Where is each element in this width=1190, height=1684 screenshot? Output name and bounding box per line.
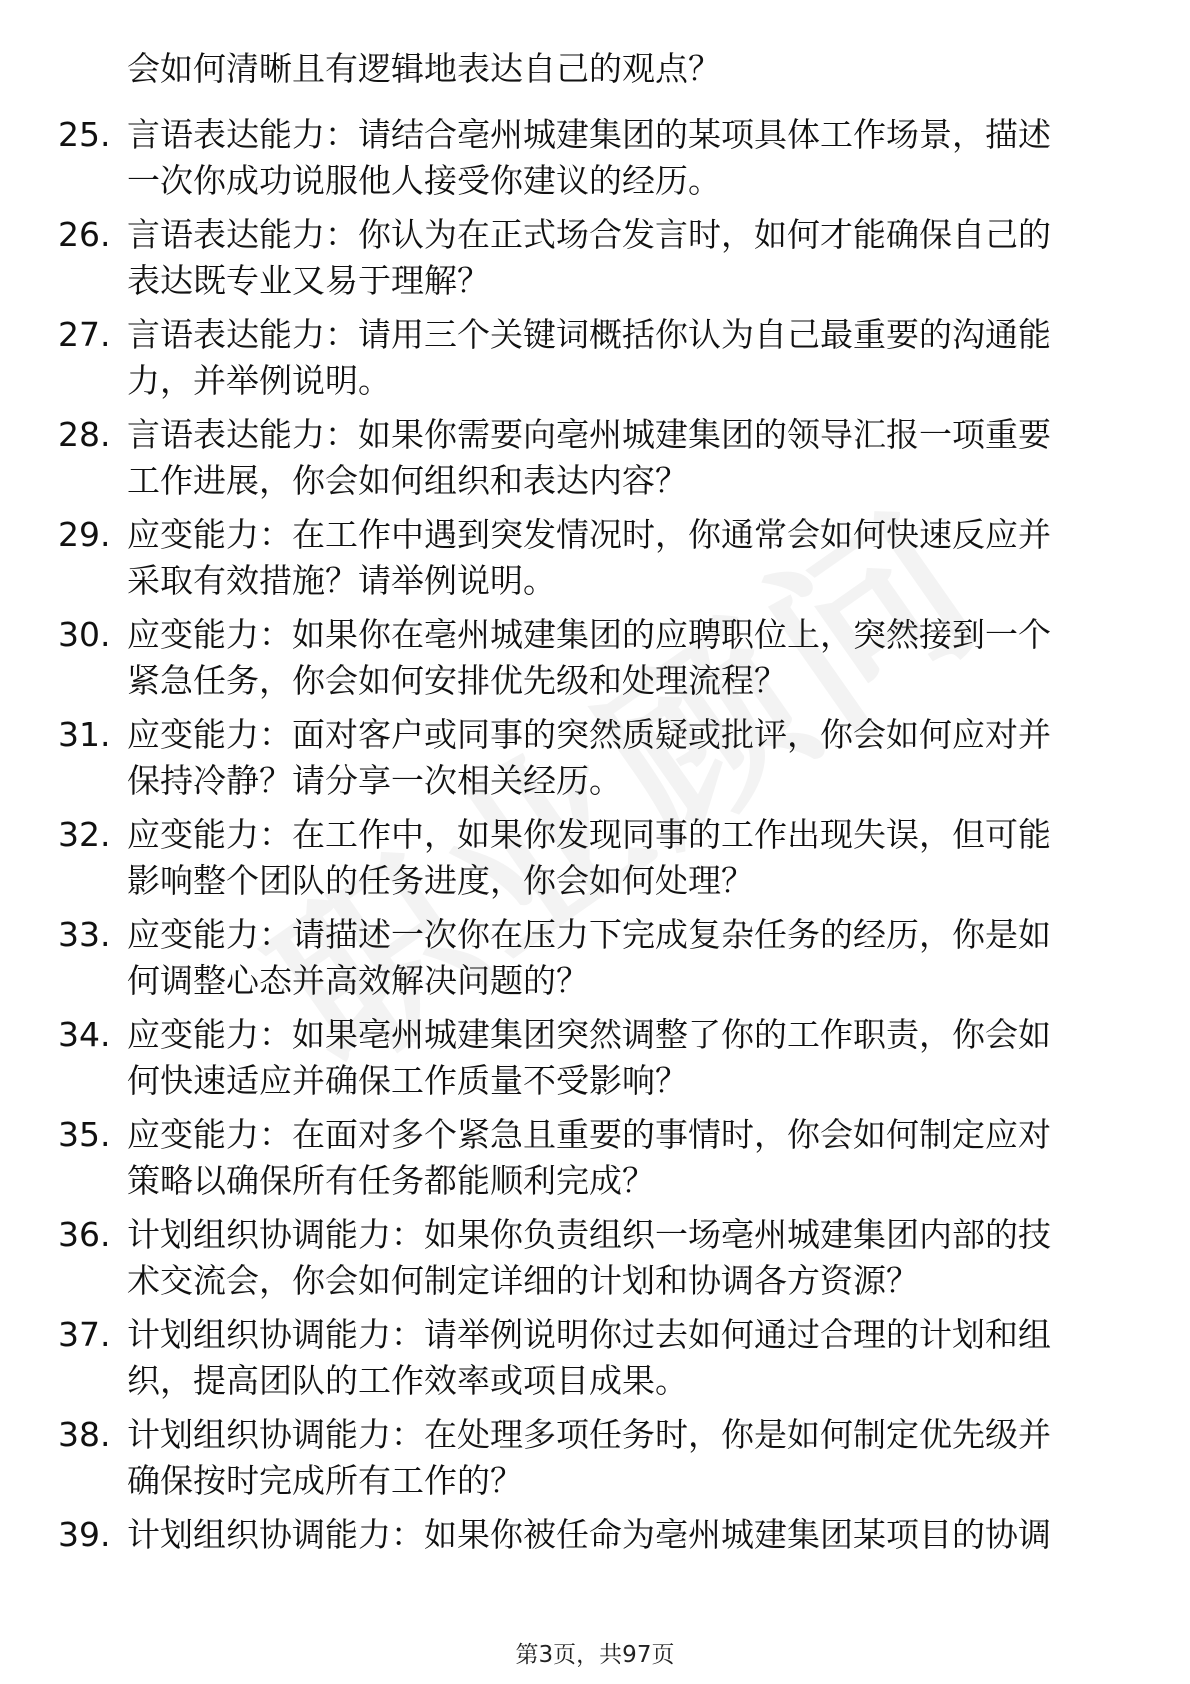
question-text: 言语表达能力：请用三个关键词概括你认为自己最重要的沟通能 力，并举例说明。 xyxy=(127,315,1051,400)
continued-question-text: 会如何清晰且有逻辑地表达自己的观点？ xyxy=(127,49,721,88)
question-number: 32. xyxy=(58,815,111,854)
question-number: 29. xyxy=(58,515,111,554)
question-number: 33. xyxy=(58,915,111,954)
question-text: 应变能力：在面对多个紧急且重要的事情时，你会如何制定应对 策略以确保所有任务都能顺利完成？ xyxy=(127,1115,1051,1200)
question-list xyxy=(0,112,1190,1612)
question-number: 25. xyxy=(58,115,111,154)
question-text: 应变能力：如果你在亳州城建集团的应聘职位上，突然接到一个 紧急任务，你会如何安排优先级和处理流程？ xyxy=(127,615,1051,700)
question-text: 言语表达能力：请结合亳州城建集团的某项具体工作场景，描述 一次你成功说服他人接受你建议的经历。 xyxy=(127,115,1051,200)
question-text: 应变能力：在工作中遇到突发情况时，你通常会如何快速反应并 采取有效措施？请举例说明。 xyxy=(127,515,1051,600)
question-item xyxy=(0,1412,1190,1512)
question-text: 言语表达能力：如果你需要向亳州城建集团的领导汇报一项重要 工作进展，你会如何组织和表达内容？ xyxy=(127,415,1051,500)
question-item xyxy=(0,1512,1190,1612)
question-number: 35. xyxy=(58,1115,111,1154)
question-item xyxy=(0,412,1190,512)
question-item xyxy=(0,912,1190,1012)
question-item xyxy=(0,1312,1190,1412)
question-number: 28. xyxy=(58,415,111,454)
question-number: 39. xyxy=(58,1515,111,1554)
question-item xyxy=(0,112,1190,212)
question-item xyxy=(0,1112,1190,1212)
question-item xyxy=(0,712,1190,812)
question-text: 计划组织协调能力：在处理多项任务时，你是如何制定优先级并 确保按时完成所有工作的？ xyxy=(127,1415,1051,1500)
question-item xyxy=(0,1212,1190,1312)
question-item xyxy=(0,612,1190,712)
question-number: 26. xyxy=(58,215,111,254)
question-number: 38. xyxy=(58,1415,111,1454)
question-number: 27. xyxy=(58,315,111,354)
question-item xyxy=(0,812,1190,912)
question-item xyxy=(0,512,1190,612)
question-item xyxy=(0,212,1190,312)
question-text: 计划组织协调能力：请举例说明你过去如何通过合理的计划和组 织，提高团队的工作效率或项目成果。 xyxy=(127,1315,1051,1400)
question-text: 计划组织协调能力：如果你负责组织一场亳州城建集团内部的技 术交流会，你会如何制定详细的计划和协调各方资源？ xyxy=(127,1215,1051,1300)
question-number: 31. xyxy=(58,715,111,754)
question-item xyxy=(0,1012,1190,1112)
page-number: 第3页，共97页 xyxy=(515,1642,675,1668)
question-number: 36. xyxy=(58,1215,111,1254)
question-number: 37. xyxy=(58,1315,111,1354)
question-text: 应变能力：在工作中，如果你发现同事的工作出现失误，但可能 影响整个团队的任务进度，你会如何处理？ xyxy=(127,815,1051,900)
question-text: 应变能力：如果亳州城建集团突然调整了你的工作职责，你会如 何快速适应并确保工作质量不受影响？ xyxy=(127,1015,1051,1100)
question-text: 计划组织协调能力：如果你被任命为亳州城建集团某项目的协调 xyxy=(127,1515,1051,1554)
question-text: 应变能力：请描述一次你在压力下完成复杂任务的经历，你是如 何调整心态并高效解决问题的？ xyxy=(127,915,1051,1000)
question-number: 34. xyxy=(58,1015,111,1054)
question-item xyxy=(0,312,1190,412)
question-text: 应变能力：面对客户或同事的突然质疑或批评，你会如何应对并 保持冷静？请分享一次相关经历。 xyxy=(127,715,1051,800)
question-text: 言语表达能力：你认为在正式场合发言时，如何才能确保自己的 表达既专业又易于理解？ xyxy=(127,215,1051,300)
question-number: 30. xyxy=(58,615,111,654)
